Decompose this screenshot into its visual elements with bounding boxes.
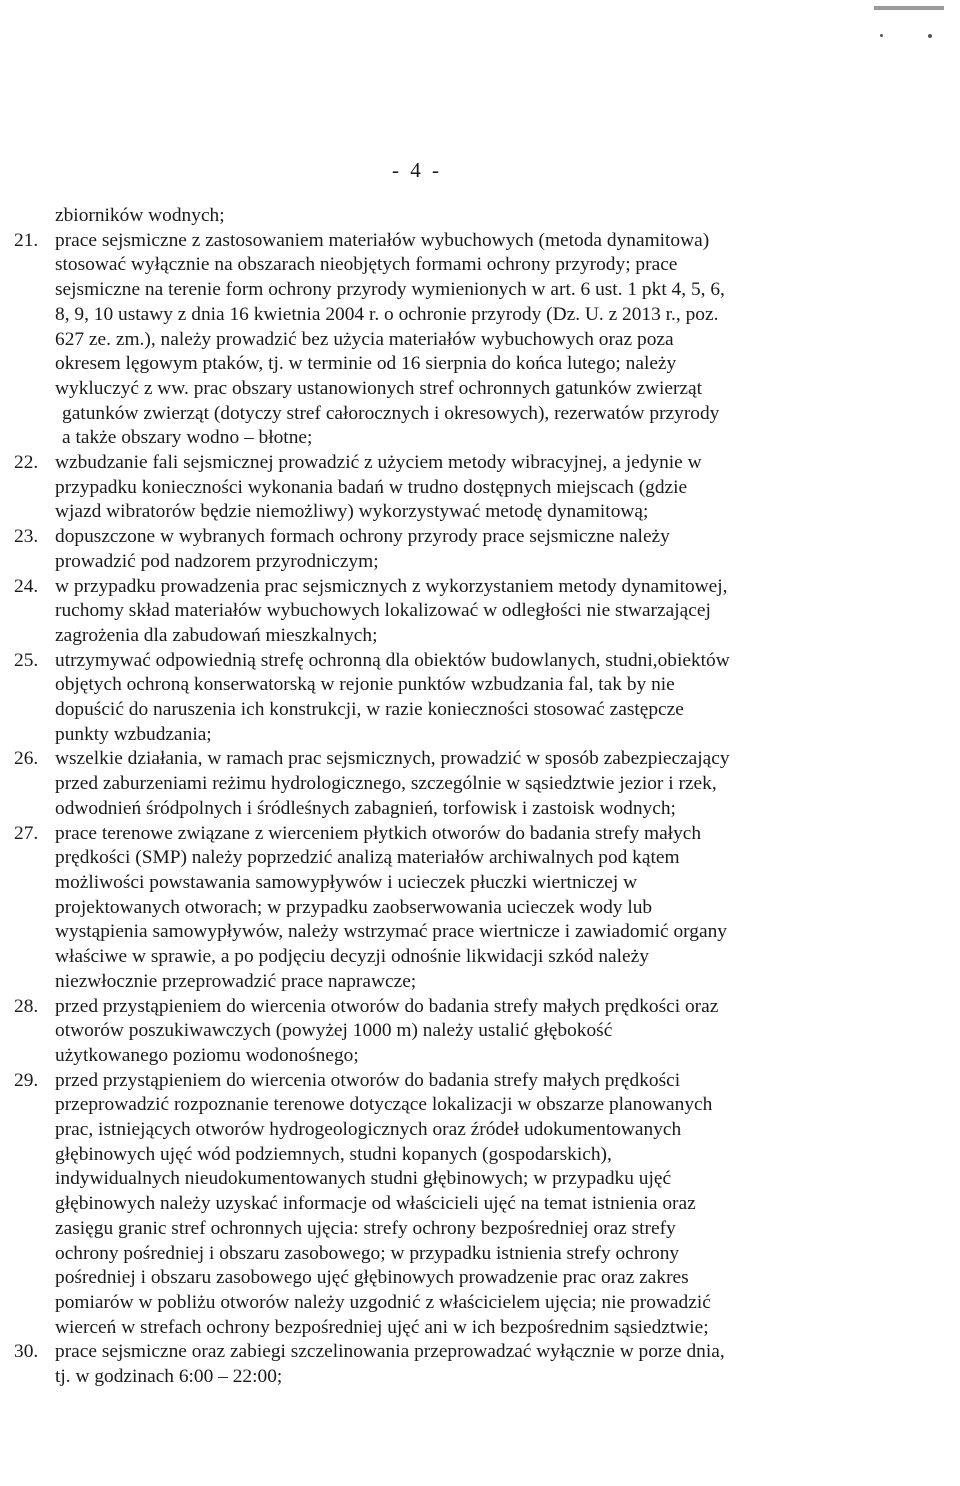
- item-text-line: wszelkie działania, w ramach prac sejsmicznych, prowadzić w sposób zabezpieczający: [55, 748, 730, 770]
- item-text-line: 627 ze. zm.), należy prowadzić bez użycia materiałów wybuchowych oraz poza: [55, 328, 674, 350]
- item-text-line: dopuścić do naruszenia ich konstrukcji, w razie konieczności stosować zastępcze: [55, 699, 684, 721]
- list-item: [14, 822, 864, 995]
- item-text-line: indywidualnych nieudokumentowanych studni głębinowych; w przypadku ujęć: [55, 1168, 672, 1190]
- item-text-line: w przypadku prowadzenia prac sejsmicznych z wykorzystaniem metody dynamitowej,: [55, 575, 728, 597]
- item-number: 28.: [14, 995, 39, 1017]
- item-text-line: pośredniej i obszaru zasobowego ujęć głębinowych prowadzenie prac oraz zakres: [55, 1267, 689, 1289]
- item-text-line: otworów poszukiwawczych (powyżej 1000 m) należy ustalić głębokość: [55, 1020, 613, 1042]
- item-number: 21.: [14, 229, 39, 251]
- item-text-line: możliwości powstawania samowypływów i ucieczek płuczki wiertniczej w: [55, 871, 638, 893]
- item-text-line: pomiarów w pobliżu otworów należy uzgodnić z właścicielem ujęcia; nie prowadzić: [55, 1291, 711, 1313]
- item-text-line: punkty wzbudzania;: [55, 723, 212, 745]
- item-text-line: prędkości (SMP) należy poprzedzić analizą materiałów archiwalnych pod kątem: [55, 847, 680, 869]
- item-text-line: 8, 9, 10 ustawy z dnia 16 kwietnia 2004 r. o ochronie przyrody (Dz. U. z 2013 r., poz.: [55, 303, 719, 325]
- list-item: [14, 575, 864, 649]
- item-text-line: okresem lęgowym ptaków, tj. w terminie od 16 sierpnia do końca lutego; należy: [55, 353, 677, 375]
- item-text-line: prace terenowe związane z wierceniem płytkich otworów do badania strefy małych: [55, 822, 702, 844]
- item-text-line: zagrożenia dla zabudowań mieszkalnych;: [55, 624, 378, 646]
- item-number: 29.: [14, 1069, 39, 1091]
- list-item: [14, 525, 864, 574]
- list-item: [14, 1340, 864, 1389]
- item-text-line: zasięgu granic stref ochronnych ujęcia: strefy ochrony bezpośredniej oraz strefy: [55, 1217, 676, 1239]
- item-text-line: przed przystąpieniem do wiercenia otworów do badania strefy małych prędkości: [55, 1069, 681, 1091]
- item-text-line: dopuszczone w wybranych formach ochrony przyrody prace sejsmiczne należy: [55, 526, 670, 548]
- item-text-line: prace sejsmiczne z zastosowaniem materiałów wybuchowych (metoda dynamitowa): [55, 229, 710, 251]
- item-text-line: ochrony pośredniej i obszaru zasobowego; w przypadku istnienia strefy ochrony: [55, 1242, 680, 1264]
- list-item: [14, 451, 864, 525]
- item-text-line: przed zaburzeniami reżimu hydrologicznego, szczególnie w sąsiedztwie jezior i rzek,: [55, 773, 717, 795]
- numbered-list: [14, 229, 864, 1390]
- item-number: 23.: [14, 526, 39, 548]
- item-number: 25.: [14, 649, 39, 671]
- item-text-line: objętych ochroną konserwatorską w rejonie punktów wzbudzania fal, tak by nie: [55, 674, 675, 696]
- list-item: [14, 229, 864, 451]
- item-number: 22.: [14, 452, 39, 474]
- item-number: 26.: [14, 748, 39, 770]
- item-text-line: stosować wyłącznie na obszarach nieobjętych formami ochrony przyrody; prace: [55, 254, 678, 276]
- item-text-line: prac, istniejących otworów hydrogeologicznych oraz źródeł udokumentowanych: [55, 1119, 682, 1141]
- item-text-line: wierceń w strefach ochrony bezpośredniej ujęć ani w ich bezpośrednim sąsiedztwie;: [55, 1316, 709, 1338]
- item-text-line: prace sejsmiczne oraz zabiegi szczelinowania przeprowadzać wyłącznie w porze dnia,: [55, 1341, 725, 1363]
- scan-artifact-dot: [928, 34, 932, 38]
- item-text-line: głębinowych należy uzyskać informacje od właścicieli ujęć na temat istnienia oraz: [55, 1193, 696, 1215]
- item-text-line: użytkowanego poziomu wodonośnego;: [55, 1044, 359, 1066]
- item-text-line: a także obszary wodno – błotne;: [62, 427, 313, 449]
- item-text-line: wystąpienia samowypływów, należy wstrzymać prace wiertnicze i zawiadomić organy: [55, 921, 727, 943]
- item-text-line: ruchomy skład materiałów wybuchowych lokalizować w odległości nie stwarzającej: [55, 600, 711, 622]
- item-text-line: wjazd wibratorów będzie niemożliwy) wykorzystywać metodę dynamitową;: [55, 501, 649, 523]
- item-text-line: przypadku konieczności wykonania badań w trudno dostępnych miejscach (gdzie: [55, 476, 688, 498]
- document-body: [14, 204, 864, 1390]
- item-text-line: wzbudzanie fali sejsmicznej prowadzić z użyciem metody wibracyjnej, a jedynie w: [55, 452, 702, 474]
- item-number: 30.: [14, 1341, 39, 1363]
- page-number: - 4 -: [392, 158, 442, 182]
- list-item: [14, 649, 864, 748]
- item-text-line: utrzymywać odpowiednią strefę ochronną dla obiektów budowlanych, studni,obiektów: [55, 649, 730, 671]
- item-number: 24.: [14, 575, 39, 597]
- item-number: 27.: [14, 822, 39, 844]
- item-text-line: niezwłocznie przeprowadzić prace naprawcze;: [55, 970, 417, 992]
- item-text-line: przeprowadzić rozpoznanie terenowe dotyczące lokalizacji w obszarze planowanych: [55, 1094, 713, 1116]
- item-text-line: głębinowych ujęć wód podziemnych, studni kopanych (gospodarskich),: [55, 1143, 612, 1165]
- item-text-line: przed przystąpieniem do wiercenia otworów do badania strefy małych prędkości oraz: [55, 995, 719, 1017]
- item-text-line: projektowanych otworach; w przypadku zaobserwowania ucieczek wody lub: [55, 896, 653, 918]
- item-text-line: tj. w godzinach 6:00 – 22:00;: [55, 1366, 283, 1388]
- continuation-line: zbiorników wodnych;: [55, 205, 225, 226]
- item-text-line: właściwe w sprawie, a po podjęciu decyzji odnośnie likwidacji szkód należy: [55, 946, 649, 968]
- item-text-line: gatunków zwierząt (dotyczy stref całorocznych i okresowych), rezerwatów przyrody: [62, 402, 720, 424]
- list-item: [14, 1069, 864, 1341]
- item-text-line: sejsmiczne na terenie form ochrony przyrody wymienionych w art. 6 ust. 1 pkt 4, 5, 6,: [55, 279, 725, 301]
- item-text-line: prowadzić pod nadzorem przyrodniczym;: [55, 550, 379, 572]
- list-item: [14, 995, 864, 1069]
- list-item: [14, 747, 864, 821]
- scan-artifact-bar: [874, 6, 944, 10]
- item-text-line: wykluczyć z ww. prac obszary ustanowionych stref ochronnych gatunków zwierząt: [55, 377, 703, 399]
- scan-artifact-dot: [880, 34, 883, 37]
- item-text-line: odwodnień śródpolnych i śródleśnych zabagnień, torfowisk i zastoisk wodnych;: [55, 797, 676, 819]
